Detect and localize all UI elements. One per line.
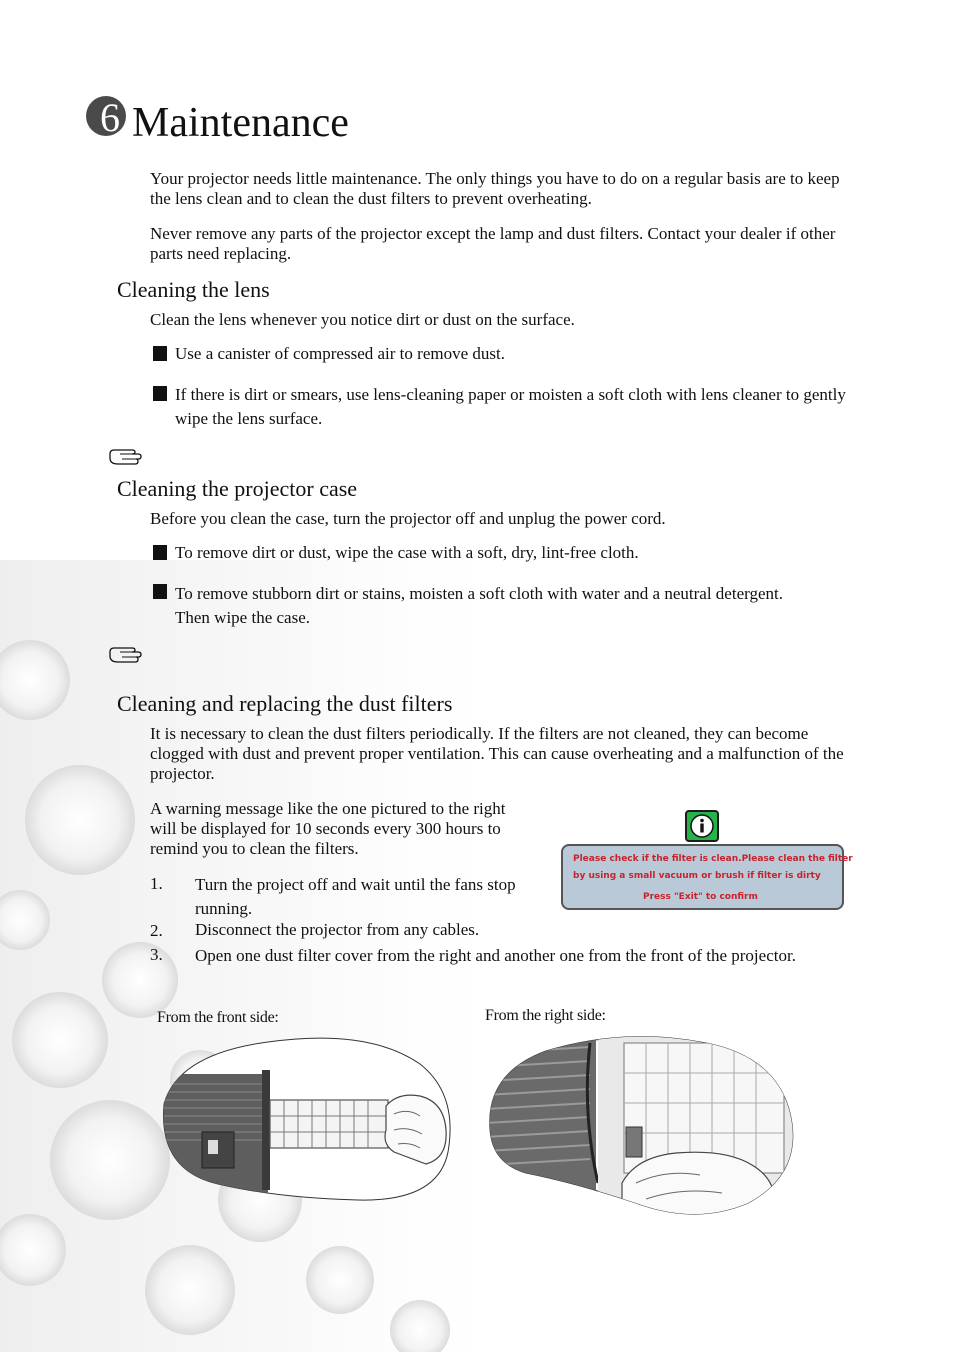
warning-line-3: Press "Exit" to confirm: [643, 892, 758, 902]
step-number: 2.: [150, 921, 163, 940]
warning-line-2: by using a small vacuum or brush if filter is dirty: [573, 871, 821, 881]
case-bullet-2: To remove stubborn dirt or stains, moisten a soft cloth with water and a neutral detergent. Then wipe the case.: [175, 584, 783, 627]
intro-paragraph-1: Your projector needs little maintenance. The only things you have to do on a regular basis are to keep the lens clean and to clean the dust filters to prevent overheating.: [150, 169, 840, 208]
right-side-filter-illustration: [486, 1033, 796, 1217]
pointing-hand-note-icon: [108, 644, 148, 666]
chapter-number: 6: [100, 95, 120, 140]
front-side-filter-illustration: [158, 1034, 454, 1206]
bullet-square: [153, 386, 167, 401]
step-number: 3.: [150, 945, 163, 964]
section-heading-filters: Cleaning and replacing the dust filters: [117, 691, 453, 716]
step-text: Open one dust filter cover from the right and another one from the front of the projector.: [195, 946, 796, 965]
case-text: Before you clean the case, turn the projector off and unplug the power cord.: [150, 509, 666, 528]
section-heading-case: Cleaning the projector case: [117, 476, 358, 501]
bullet-square: [153, 584, 167, 599]
info-icon: [685, 810, 719, 842]
lens-bullet-2: If there is dirt or smears, use lens-cleaning paper or moisten a soft cloth with lens cleaner to gently wipe the lens surface.: [175, 385, 846, 428]
lens-text: Clean the lens whenever you notice dirt or dust on the surface.: [150, 310, 575, 329]
bullet-square: [153, 346, 167, 361]
warning-line-1: Please check if the filter is clean.Please clean the filter: [573, 854, 853, 864]
filter-warning-message-box: [561, 844, 853, 910]
caption-right-side: From the right side:: [485, 1007, 606, 1024]
step-text: Disconnect the projector from any cables.: [195, 920, 480, 939]
section-heading-lens: Cleaning the lens: [117, 277, 270, 302]
caption-front-side: From the front side:: [157, 1009, 279, 1026]
lens-bullet-1: Use a canister of compressed air to remove dust.: [175, 344, 505, 363]
page-title: Maintenance: [132, 100, 349, 146]
pointing-hand-note-icon: [108, 446, 148, 468]
intro-paragraph-2: Never remove any parts of the projector except the lamp and dust filters. Contact your dealer if other parts need replacing.: [150, 224, 836, 263]
step-number: 1.: [150, 874, 163, 893]
warning-intro-text: A warning message like the one pictured to the right will be displayed for 10 seconds every 300 hours to remind you to clean the filters.: [150, 799, 506, 858]
bullet-square: [153, 545, 167, 560]
case-bullet-1: To remove dirt or dust, wipe the case with a soft, dry, lint-free cloth.: [175, 543, 639, 562]
step-text: Turn the project off and wait until the fans stop running.: [195, 875, 516, 918]
filters-text: It is necessary to clean the dust filters periodically. If the filters are not cleaned, they can become clogged with dust and prevent proper ventilation. This can cause overheating and a malfunction of the projector.: [150, 724, 844, 783]
